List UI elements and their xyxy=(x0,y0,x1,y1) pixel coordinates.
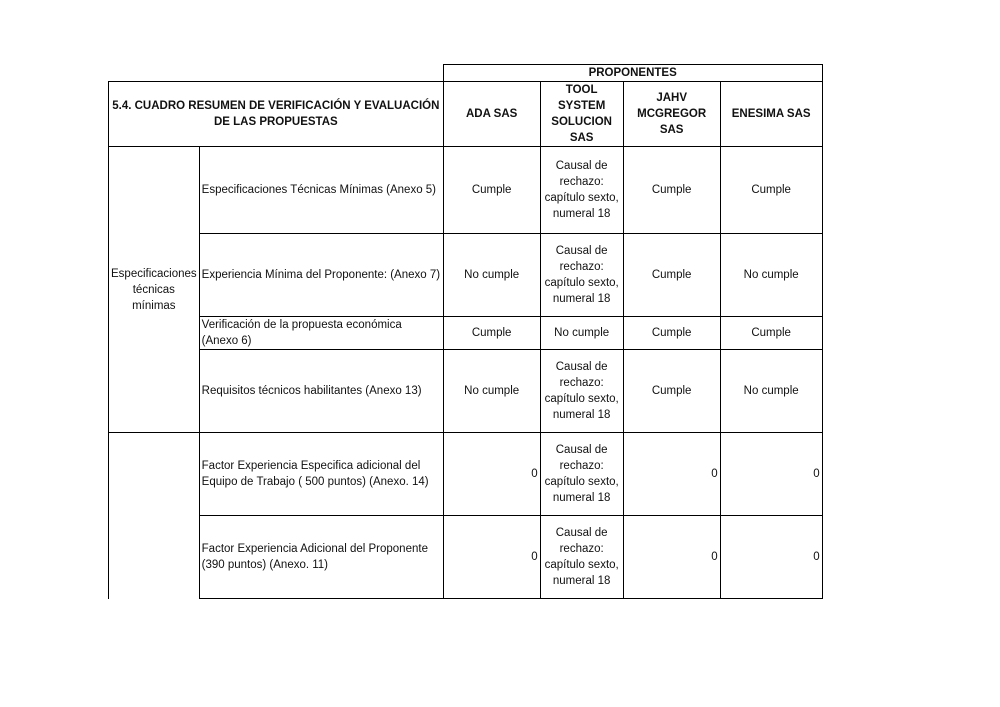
evaluation-summary-table xyxy=(108,64,823,599)
criterion-label: Experiencia Mínima del Proponente: (Anexo 7) xyxy=(199,234,443,317)
result-cell: No cumple xyxy=(443,350,540,433)
proponents-group-header: PROPONENTES xyxy=(443,65,822,82)
result-cell: Causal de rechazo: capítulo sexto, numeral 18 xyxy=(540,516,623,599)
section-label-factores xyxy=(109,433,200,599)
score-cell: 0 xyxy=(443,433,540,516)
result-cell: Cumple xyxy=(720,317,822,350)
result-cell: Causal de rechazo: capítulo sexto, numeral 18 xyxy=(540,433,623,516)
section-label-especificaciones: Especificaciones técnicas mínimas xyxy=(109,147,200,433)
score-cell: 0 xyxy=(623,433,720,516)
criterion-label: Factor Experiencia Adicional del Proponente (390 puntos) (Anexo. 11) xyxy=(199,516,443,599)
score-cell: 0 xyxy=(720,516,822,599)
proponent-header-ada: ADA SAS xyxy=(443,82,540,147)
result-cell: Causal de rechazo: capítulo sexto, numeral 18 xyxy=(540,147,623,234)
criterion-label: Requisitos técnicos habilitantes (Anexo 13) xyxy=(199,350,443,433)
proponent-header-enesima: ENESIMA SAS xyxy=(720,82,822,147)
result-cell: Cumple xyxy=(623,234,720,317)
result-cell: Causal de rechazo: capítulo sexto, numeral 18 xyxy=(540,234,623,317)
result-cell: Cumple xyxy=(623,317,720,350)
result-cell: Cumple xyxy=(720,147,822,234)
result-cell: Cumple xyxy=(443,317,540,350)
result-cell: Causal de rechazo: capítulo sexto, numeral 18 xyxy=(540,350,623,433)
criterion-label: Especificaciones Técnicas Mínimas (Anexo 5) xyxy=(199,147,443,234)
result-cell: No cumple xyxy=(720,350,822,433)
score-cell: 0 xyxy=(623,516,720,599)
score-cell: 0 xyxy=(443,516,540,599)
result-cell: No cumple xyxy=(443,234,540,317)
proponent-header-tool-system: TOOL SYSTEM SOLUCION SAS xyxy=(540,82,623,147)
result-cell: Cumple xyxy=(623,350,720,433)
score-cell: 0 xyxy=(720,433,822,516)
result-cell: No cumple xyxy=(720,234,822,317)
table-title: 5.4. CUADRO RESUMEN DE VERIFICACIÓN Y EVALUACIÓN DE LAS PROPUESTAS xyxy=(109,82,444,147)
criterion-label: Verificación de la propuesta económica (Anexo 6) xyxy=(199,317,443,350)
criterion-label: Factor Experiencia Especifica adicional del Equipo de Trabajo ( 500 puntos) (Anexo. 14) xyxy=(199,433,443,516)
result-cell: Cumple xyxy=(443,147,540,234)
result-cell: No cumple xyxy=(540,317,623,350)
result-cell: Cumple xyxy=(623,147,720,234)
proponent-header-jahv: JAHV MCGREGOR SAS xyxy=(623,82,720,147)
